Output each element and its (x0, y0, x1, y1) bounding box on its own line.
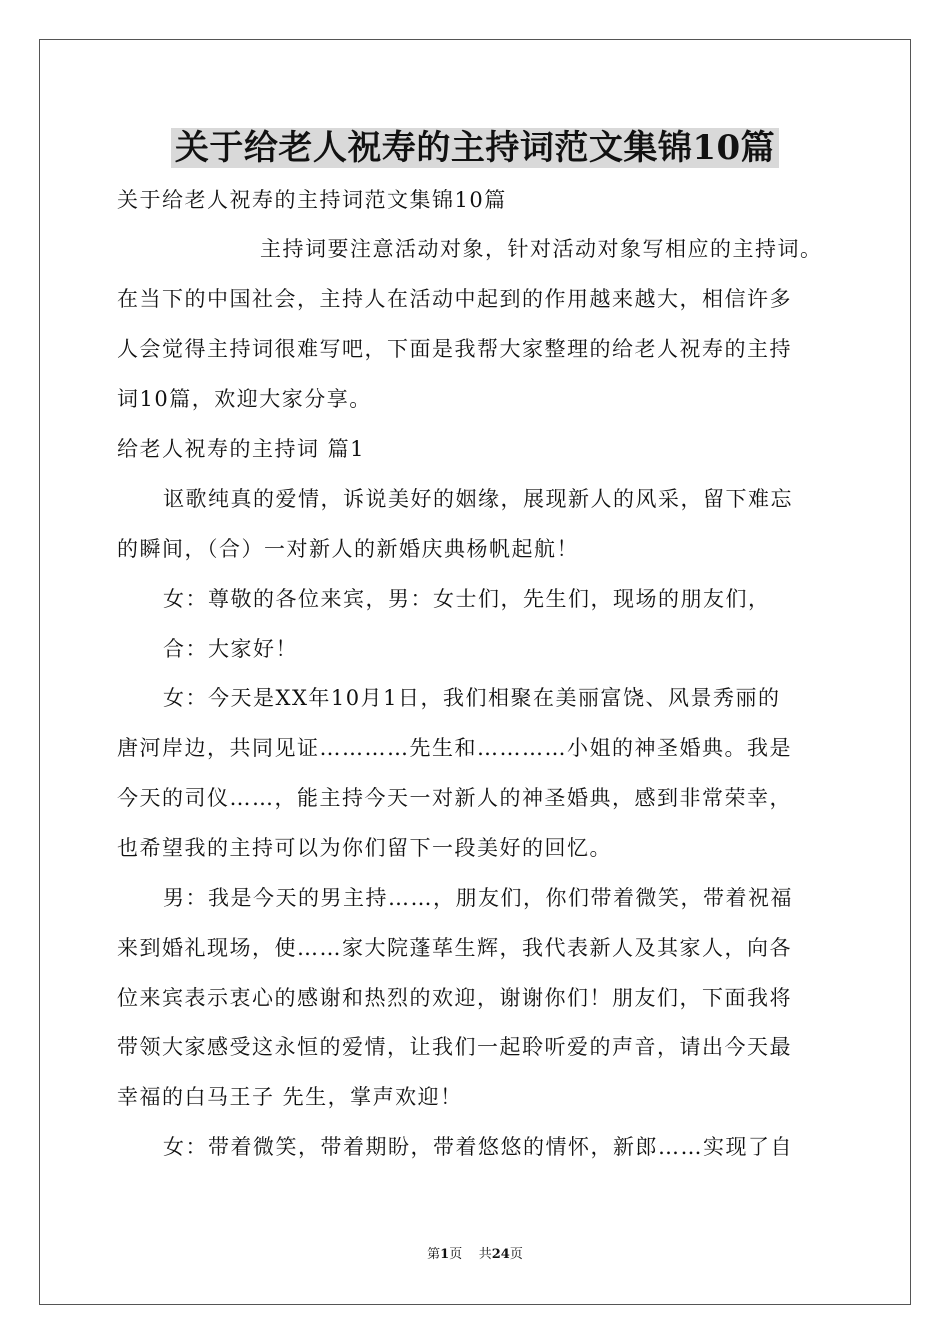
body-line: 来到婚礼现场，使……家大院蓬荜生辉，我代表新人及其家人，向各 (117, 936, 792, 960)
body-line: 讴歌纯真的爱情，诉说美好的姻缘，展现新人的风采，留下难忘 (163, 487, 793, 511)
body-line: 今天的司仪……，能主持今天一对新人的神圣婚典，感到非常荣幸， (117, 786, 792, 810)
body-line: 女：带着微笑，带着期盼，带着悠悠的情怀，新郎……实现了自 (163, 1135, 793, 1159)
section-heading: 给老人祝寿的主持词 篇1 (117, 437, 366, 461)
body-line: 女：今天是XX年10月1日，我们相聚在美丽富饶、风景秀丽的 (163, 686, 781, 710)
body-line: 人会觉得主持词很难写吧，下面是我帮大家整理的给老人祝寿的主持 (117, 337, 792, 361)
page-footer (0, 1246, 950, 1264)
document-title-text: 关于给老人祝寿的主持词范文集锦10篇 (171, 128, 779, 168)
body-line: 男：我是今天的男主持……，朋友们，你们带着微笑，带着祝福 (163, 886, 793, 910)
page-border (39, 39, 911, 1305)
subtitle-line: 关于给老人祝寿的主持词范文集锦10篇 (117, 188, 507, 212)
body-line: 女：尊敬的各位来宾，男：女士们，先生们，现场的朋友们， (163, 587, 771, 611)
body-line: 在当下的中国社会，主持人在活动中起到的作用越来越大，相信许多 (117, 287, 792, 311)
body-line: 带领大家感受这永恒的爱情，让我们一起聆听爱的声音，请出今天最 (117, 1035, 792, 1059)
body-line: 唐河岸边，共同见证…………先生和…………小姐的神圣婚典。我是 (117, 736, 792, 760)
page-prefix: 第 (427, 1247, 441, 1262)
body-line: 也希望我的主持可以为你们留下一段美好的回忆。 (117, 836, 612, 860)
body-line: 主持词要注意活动对象，针对活动对象写相应的主持词。 (260, 237, 823, 261)
body-line: 幸福的白马王子 先生，掌声欢迎！ (117, 1085, 463, 1109)
body-line: 位来宾表示衷心的感谢和热烈的欢迎，谢谢你们！朋友们，下面我将 (117, 986, 792, 1010)
page-suffix: 页 (449, 1247, 463, 1262)
document-title (0, 124, 950, 172)
total-suffix: 页 (509, 1247, 523, 1262)
total-pages: 24 (491, 1247, 510, 1262)
total-prefix: 共 (478, 1247, 492, 1262)
body-line: 的瞬间，（合）一对新人的新婚庆典杨帆起航！ (117, 537, 579, 561)
body-line: 合：大家好！ (163, 637, 298, 661)
body-line: 词10篇，欢迎大家分享。 (117, 387, 372, 411)
page-number: 1 (440, 1247, 450, 1262)
